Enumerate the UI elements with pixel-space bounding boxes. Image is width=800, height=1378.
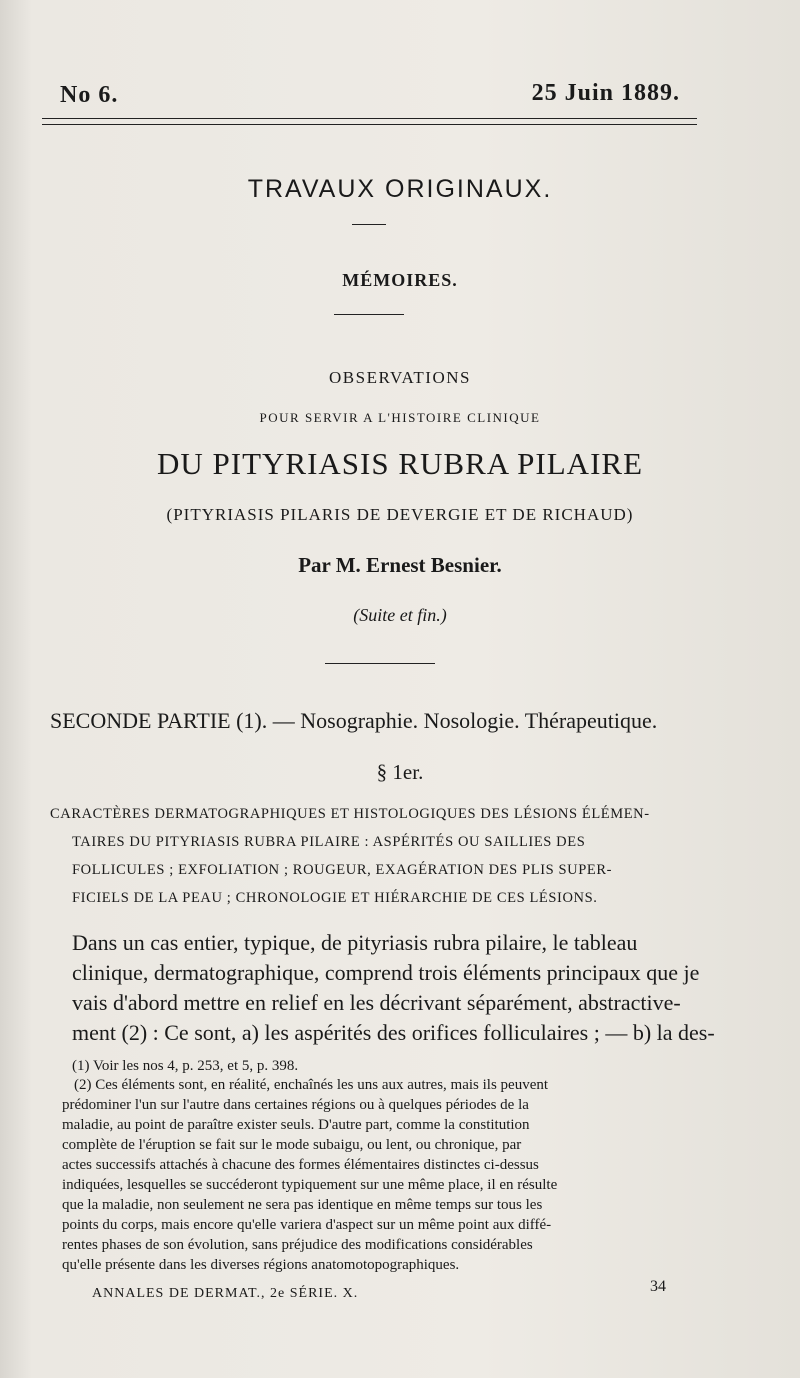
part-title: SECONDE PARTIE (1). — Nosographie. Nosologie. Thérapeutique. — [50, 708, 658, 733]
paragraph-label: § 1er. — [376, 760, 424, 784]
footnote-1: (1) Voir les nos 4, p. 253, et 5, p. 398. — [72, 1058, 299, 1074]
footnote-line: actes successifs attachés à chacune des formes élémentaires distinctes ci-dessus — [62, 1157, 539, 1173]
footnote-line: prédominer l'un sur l'autre dans certaines régions ou à quelques périodes de la — [62, 1097, 529, 1113]
footnote-line: points du corps, mais encore qu'elle variera d'aspect sur un même point aux diffé- — [62, 1217, 552, 1233]
title-divider — [325, 663, 435, 664]
summary-line: CARACTÈRES DERMATOGRAPHIQUES ET HISTOLOGIQUES DES LÉSIONS ÉLÉMEN- — [50, 806, 650, 822]
body-line: Dans un cas entier, typique, de pityriasis rubra pilaire, le tableau — [72, 930, 638, 955]
footnote-line: que la maladie, non seulement ne sera pas identique en même temps sur tous les — [62, 1197, 543, 1213]
footnote-2 — [62, 1075, 732, 1275]
footnote-line: rentes phases de son évolution, sans préjudice des modifications considérables — [62, 1237, 533, 1253]
section-summary — [50, 800, 730, 912]
footnote-line: qu'elle présente dans les diverses régions anatomotopographiques. — [62, 1257, 460, 1273]
body-line: vais d'abord mettre en relief en les décrivant séparément, abstractive- — [72, 990, 681, 1015]
section-divider — [352, 224, 386, 225]
article-kicker-line2: POUR SERVIR A L'HISTOIRE CLINIQUE — [259, 410, 541, 425]
subtitle-divider — [334, 314, 404, 315]
issue-number: No 6. — [60, 82, 119, 108]
summary-line: FICIELS DE LA PEAU ; CHRONOLOGIE ET HIÉRARCHIE DE CES LÉSIONS. — [72, 890, 598, 906]
summary-line: TAIRES DU PITYRIASIS RUBRA PILAIRE : ASPÉRITÉS OU SAILLIES DES — [72, 834, 586, 850]
footnote-line: indiquées, lesquelles se succéderont typiquement sur une même place, il en résulte — [62, 1177, 558, 1193]
article-author: Par M. Ernest Besnier. — [298, 553, 502, 577]
body-line: clinique, dermatographique, comprend trois éléments principaux que je — [72, 960, 700, 985]
journal-footer: ANNALES DE DERMAT., 2e SÉRIE. X. — [92, 1286, 359, 1301]
header-rule-bottom — [42, 124, 697, 125]
section-subtitle: MÉMOIRES. — [342, 270, 458, 290]
footnote-line: complète de l'éruption se fait sur le mode subaigu, ou lent, ou chronique, par — [62, 1137, 522, 1153]
section-title: TRAVAUX ORIGINAUX. — [247, 175, 553, 203]
article-title: DU PITYRIASIS RUBRA PILAIRE — [156, 446, 644, 481]
footnote-line: maladie, au point de paraître exister seuls. D'autre part, comme la constitution — [62, 1117, 530, 1133]
page-number: 34 — [650, 1278, 666, 1295]
issue-date: 25 Juin 1889. — [531, 80, 680, 106]
body-paragraph — [72, 928, 732, 1048]
article-continuation: (Suite et fin.) — [353, 605, 447, 625]
summary-line: FOLLICULES ; EXFOLIATION ; ROUGEUR, EXAGÉRATION DES PLIS SUPER- — [72, 862, 613, 878]
article-kicker: OBSERVATIONS — [329, 368, 471, 387]
header-rule-top — [42, 118, 697, 119]
footnote-line: (2) Ces éléments sont, en réalité, enchaînés les uns aux autres, mais ils peuvent — [74, 1077, 549, 1093]
article-subtitle: (PITYRIASIS PILARIS DE DEVERGIE ET DE RICHAUD) — [166, 505, 634, 524]
body-line: ment (2) : Ce sont, a) les aspérités des orifices folliculaires ; — b) la des- — [72, 1020, 715, 1045]
